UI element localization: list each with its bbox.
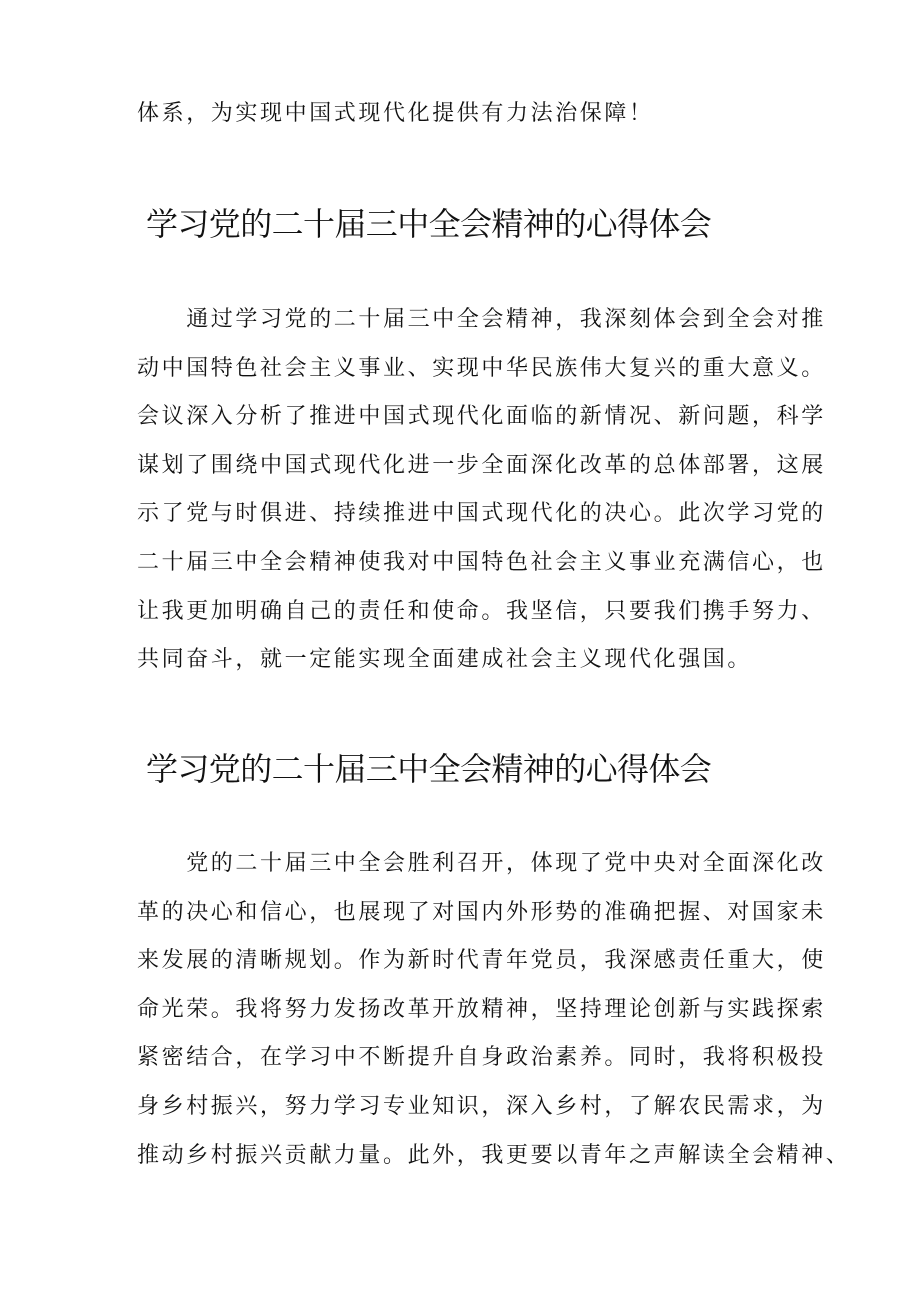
section-paragraph <box>137 296 826 685</box>
paragraph-line: 通过学习党的二十届三中全会精神，我深刻体会到全会对推 <box>137 307 826 332</box>
paragraph-line: 身乡村振兴，努力学习专业知识，深入乡村，了解农民需求，为 <box>137 1093 826 1119</box>
section-title: 学习党的二十届三中全会精神的心得体会 <box>146 205 712 243</box>
paragraph-line: 紧密结合，在学习中不断提升自身政治素养。同时，我将积极投 <box>137 1045 826 1071</box>
section-paragraph <box>137 840 850 1180</box>
previous-paragraph-tail: 体系，为实现中国式现代化提供有力法治保障！ <box>137 101 654 126</box>
paragraph-line: 革的决心和信心，也展现了对国内外形势的准确把握、对国家未 <box>137 899 826 925</box>
paragraph-line: 让我更加明确自己的责任和使命。我坚信，只要我们携手努力、 <box>137 598 826 624</box>
section-title: 学习党的二十届三中全会精神的心得体会 <box>146 750 712 788</box>
paragraph-line: 推动乡村振兴贡献力量。此外，我更要以青年之声解读全会精神、 <box>137 1142 851 1168</box>
paragraph-line: 命光荣。我将努力发扬改革开放精神，坚持理论创新与实践探索 <box>137 996 826 1022</box>
paragraph-line: 来发展的清晰规划。作为新时代青年党员，我深感责任重大，使 <box>137 948 826 974</box>
paragraph-line: 动中国特色社会主义事业、实现中华民族伟大复兴的重大意义。 <box>137 355 826 381</box>
paragraph-line: 共同奋斗，就一定能实现全面建成社会主义现代化强国。 <box>137 647 753 673</box>
paragraph-line: 谋划了围绕中国式现代化进一步全面深化改革的总体部署，这展 <box>137 452 826 478</box>
paragraph-line: 党的二十届三中全会胜利召开，体现了党中央对全面深化改 <box>137 851 826 876</box>
paragraph-line: 二十届三中全会精神使我对中国特色社会主义事业充满信心，也 <box>137 549 826 575</box>
paragraph-line: 会议深入分析了推进中国式现代化面临的新情况、新问题，科学 <box>137 404 826 430</box>
paragraph-line: 示了党与时俱进、持续推进中国式现代化的决心。此次学习党的 <box>137 501 826 527</box>
